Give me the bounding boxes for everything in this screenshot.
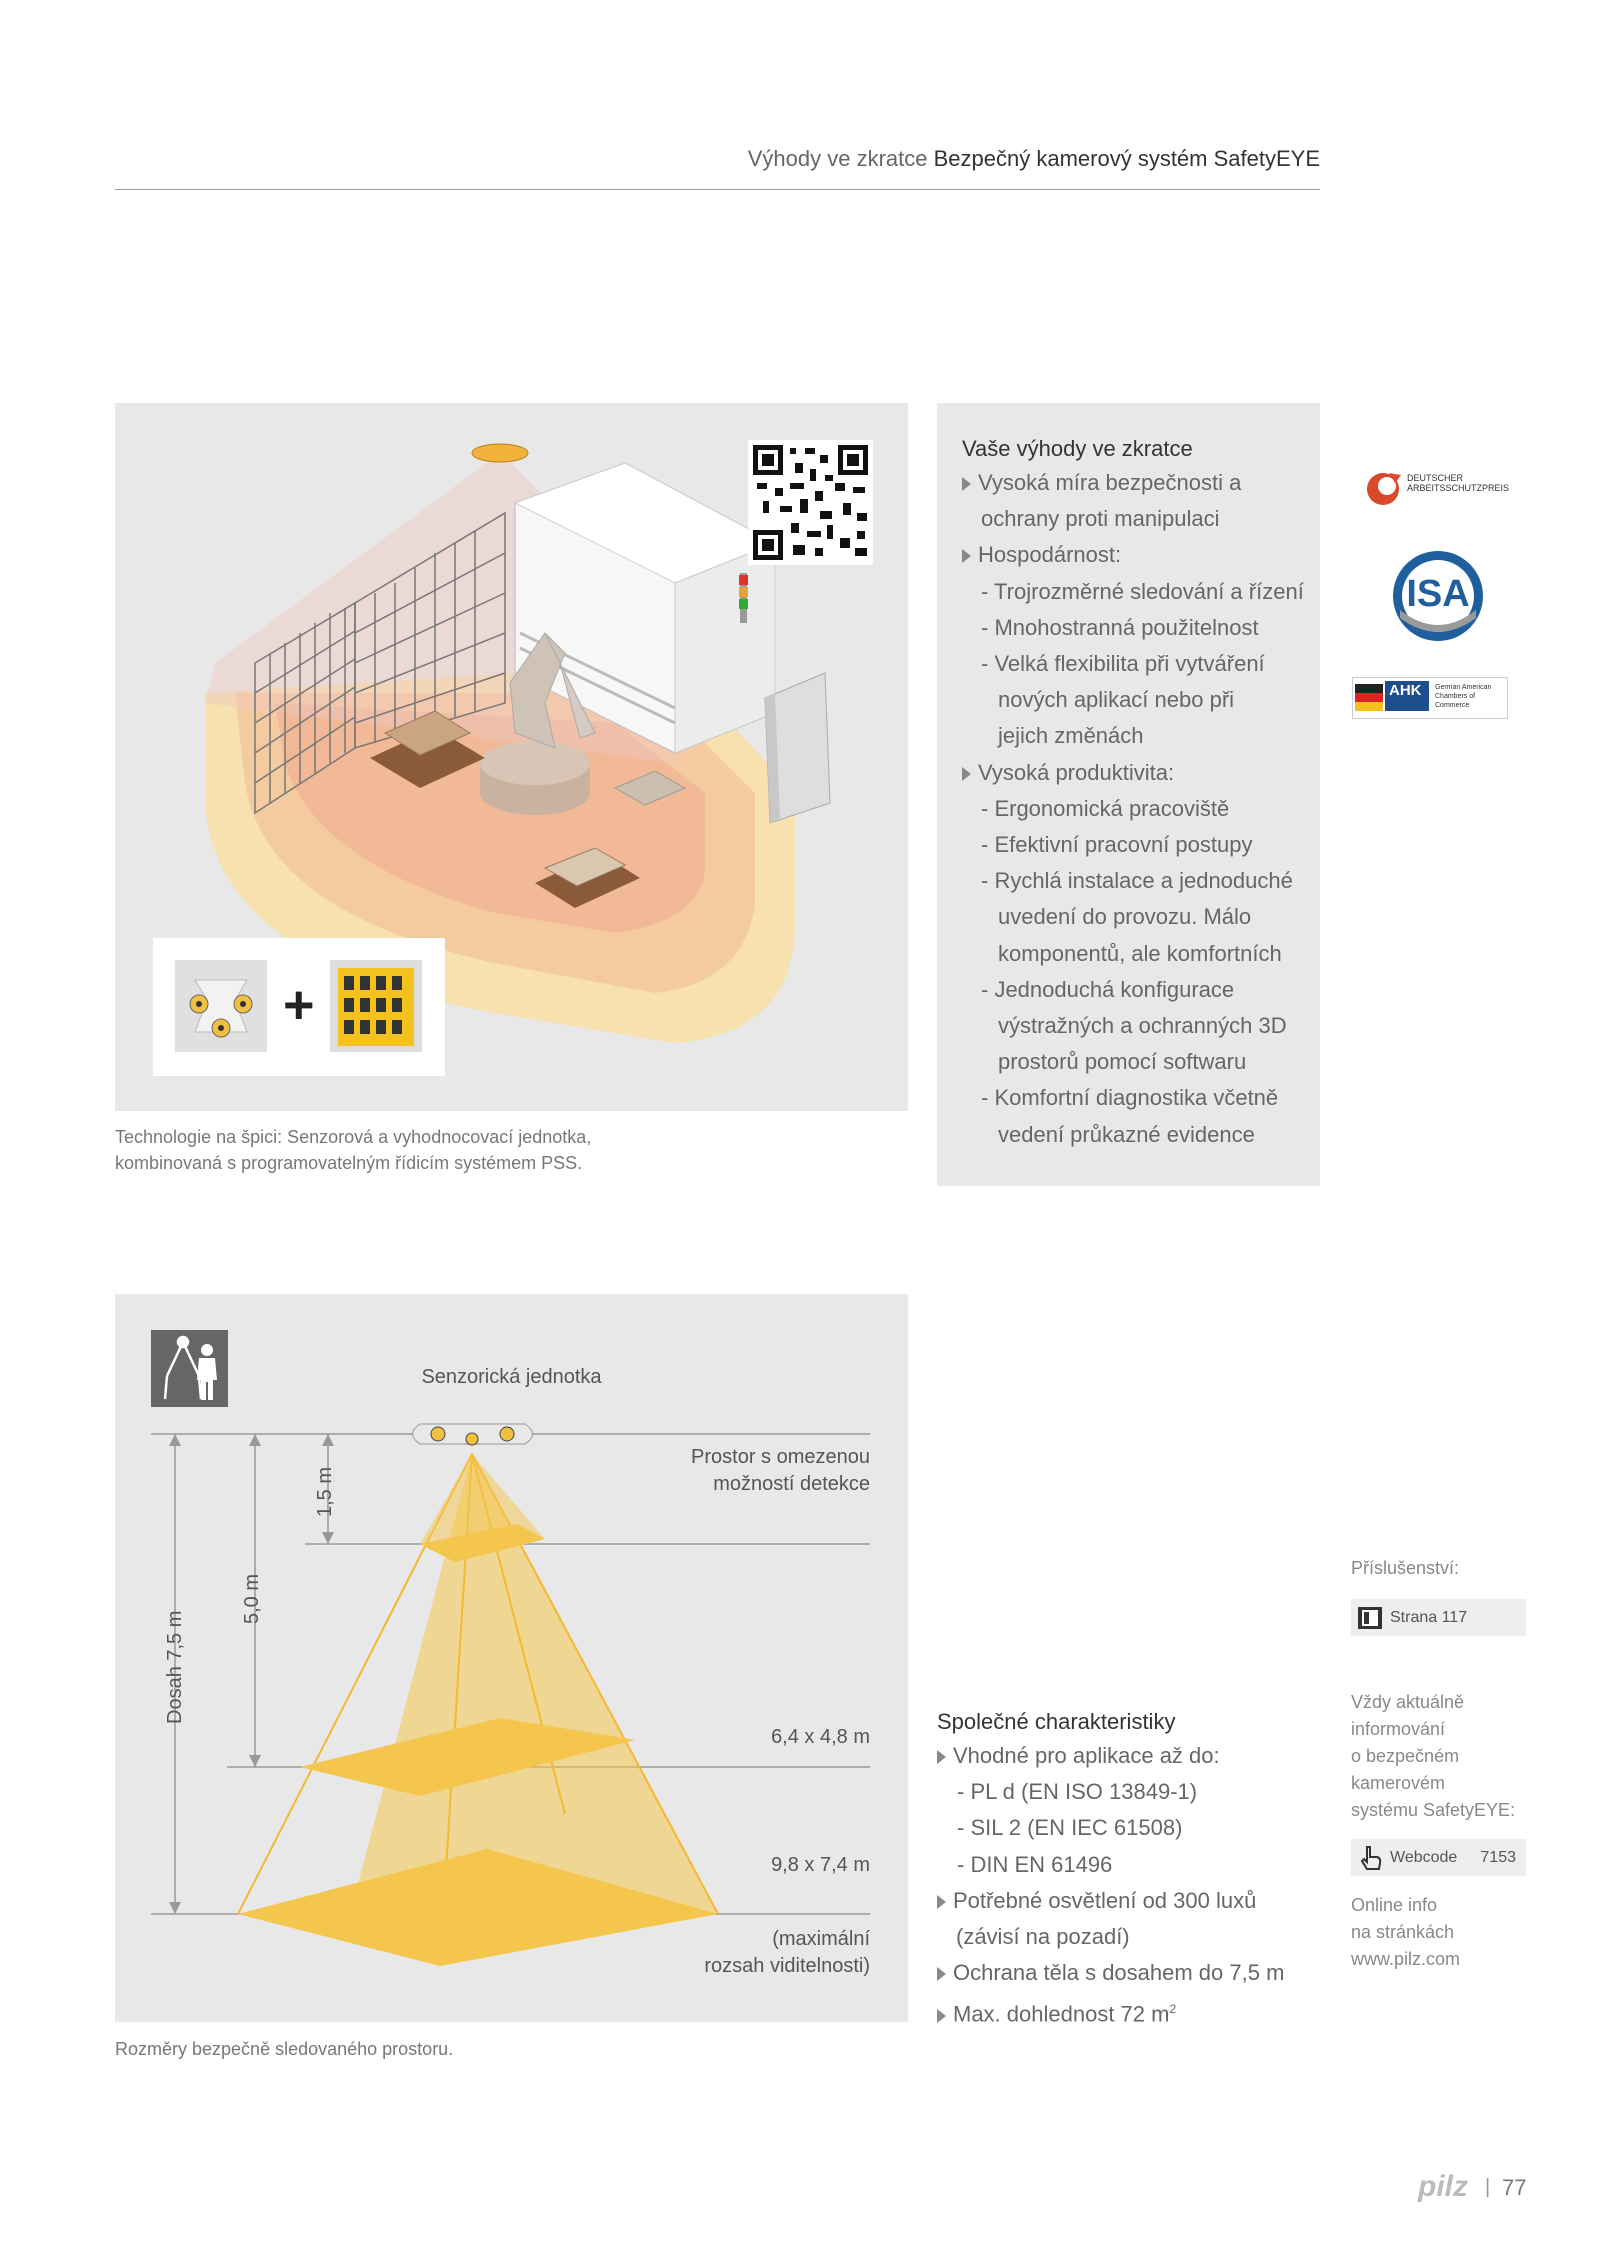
benefits-title: Vaše výhody ve zkratce [962, 436, 1193, 461]
feature-subitem: (závisí na pozadí) [956, 1924, 1130, 1950]
plus-sign: + [283, 975, 315, 1035]
benefit-subitem: - Trojrozměrné sledování a řízení [981, 578, 1304, 604]
benefit-subitem: - Velká flexibilita při vytváření [981, 651, 1265, 677]
superscript-2: 2 [1169, 2002, 1177, 2017]
dimension-5-0m: 5,0 m [241, 1573, 263, 1624]
award-text-1: DEUTSCHER [1407, 473, 1464, 483]
max-visibility-line1: (maximální [772, 1928, 870, 1950]
triangle-bullet-icon [962, 549, 971, 563]
robot-cell-illustration [115, 403, 908, 1111]
triangle-bullet-icon [962, 477, 971, 491]
info-line: kamerovém [1351, 1773, 1446, 1793]
limited-detection-line1: Prostor s omezenou [691, 1446, 870, 1468]
limited-detection-label [691, 1444, 870, 1498]
online-line: na stránkách [1351, 1922, 1455, 1942]
sensor-unit-label: Senzorická jednotka [421, 1366, 602, 1388]
limited-detection-line2: možností detekce [713, 1473, 870, 1495]
online-info-text [1351, 1892, 1460, 1973]
info-line: informování [1351, 1719, 1446, 1739]
info-line: systému SafetyEYE: [1351, 1800, 1516, 1820]
features-section [937, 1709, 1317, 2033]
info-line: Vždy aktuálně [1351, 1692, 1465, 1712]
benefit-subitem: prostorů pomocí softwaru [998, 1049, 1247, 1075]
benefits-panel [937, 403, 1320, 1186]
max-visibility-line2: rozsah viditelnosti) [704, 1955, 870, 1977]
online-line: Online info [1351, 1895, 1438, 1915]
benefit-subitem: komponentů, ale komfortních [998, 940, 1282, 966]
benefit-subitem: - Rychlá instalace a jednoduché [981, 868, 1293, 894]
figure1-caption-line1: Technologie na špici: Senzorová a vyhodnocovací jednotka, [115, 1127, 592, 1147]
ahk-subtext-2: Chambers of Commerce [1435, 693, 1476, 709]
isa-text: ISA [1406, 573, 1470, 615]
max-visibility-label [704, 1926, 870, 1980]
benefit-subitem: nových aplikací nebo při [998, 687, 1235, 713]
info-text [1351, 1689, 1515, 1824]
webcode-label: Webcode [1390, 1848, 1458, 1866]
triangle-bullet-icon [937, 1750, 946, 1764]
figure2-caption: Rozměry bezpečně sledovaného prostoru. [115, 2039, 454, 2059]
feature-subitem: - DIN EN 61496 [957, 1851, 1113, 1877]
dimension-range-7-5m: Dosah 7,5 m [164, 1610, 186, 1724]
features-title: Společné charakteristiky [937, 1709, 1176, 1734]
benefit-subitem: - Ergonomická pracoviště [981, 795, 1230, 821]
triangle-bullet-icon [937, 1967, 946, 1981]
figure1-caption-line2: kombinovaná s programovatelným řídicím systémem PSS. [115, 1153, 583, 1173]
benefit-item: Vysoká produktivita: [962, 755, 1312, 791]
detection-range-diagram [115, 1294, 908, 2022]
pss-controller-image [330, 960, 422, 1052]
figure1-caption [115, 1124, 591, 1176]
benefit-subitem: - Efektivní pracovní postupy [981, 832, 1253, 858]
award-text-2: ARBEITSSCHUTZPREIS [1407, 483, 1510, 493]
benefit-item: ochrany proti manipulaci [981, 506, 1220, 532]
triangle-bullet-icon [937, 1895, 946, 1909]
info-line: o bezpečném [1351, 1746, 1460, 1766]
benefit-subitem: výstražných a ochranných 3D [998, 1013, 1287, 1039]
feature-subitem: - SIL 2 (EN IEC 61508) [957, 1815, 1183, 1841]
benefit-subitem: uvedení do provozu. Málo [998, 904, 1252, 930]
feature-item: Vhodné pro aplikace až do: [937, 1738, 1317, 1774]
header-section: Výhody ve zkratce [747, 146, 928, 171]
footer-separator: | [1485, 2176, 1491, 2198]
pilz-website-link[interactable]: www.pilz.com [1351, 1949, 1461, 1969]
pilz-logo: pilz [1418, 2170, 1468, 2203]
ahk-logo [1352, 677, 1508, 719]
page-ref-text: Strana 117 [1390, 1608, 1468, 1626]
feature-item: Ochrana těla s dosahem do 7,5 m [937, 1955, 1317, 1991]
area-9-8x7-4-label: 9,8 x 7,4 m [771, 1854, 870, 1876]
header-divider [115, 189, 1320, 190]
sensor-unit-image [175, 960, 267, 1052]
benefit-subitem: - Jednoduchá konfigurace [981, 976, 1235, 1002]
webcode-value: 7153 [1480, 1848, 1516, 1866]
feature-item: Max. dohlednost 72 $m^2$ [937, 1991, 1317, 2033]
benefit-item: Vysoká míra bezpečnosti a [962, 465, 1312, 501]
features-list [937, 1738, 1317, 2033]
area-6-4x4-8-label: 6,4 x 4,8 m [771, 1726, 870, 1748]
feature-item: Potřebné osvětlení od 300 luxů [937, 1883, 1317, 1919]
page-header [115, 146, 1320, 172]
pointing-hand-icon [1357, 1843, 1385, 1873]
triangle-bullet-icon [962, 767, 971, 781]
feature-subitem: - PL d (EN ISO 13849-1) [957, 1779, 1198, 1805]
benefit-item: Hospodárnost: [962, 537, 1312, 573]
ahk-text: AHK [1385, 681, 1429, 711]
benefits-list [962, 465, 1312, 1153]
accessories-page-link[interactable] [1351, 1599, 1526, 1636]
ahk-subtext-1: German American [1435, 684, 1492, 691]
catalog-book-icon [1355, 1603, 1385, 1633]
triangle-bullet-icon [937, 2009, 946, 2023]
benefit-subitem: - Mnohostranná použitelnost [981, 614, 1259, 640]
benefit-subitem: jejich změnách [998, 723, 1144, 749]
webcode-box[interactable] [1351, 1839, 1526, 1876]
page-number: 77 [1502, 2175, 1527, 2200]
flag-icon [1355, 678, 1385, 718]
detection-pyramid-drawing [115, 1294, 908, 2022]
accessories-label: Příslušenství: [1351, 1558, 1460, 1578]
header-title: Bezpečný kamerový systém SafetyEYE [933, 146, 1320, 171]
benefit-subitem: vedení průkazné evidence [998, 1121, 1255, 1147]
dimension-1-5m: 1,5 m [314, 1466, 336, 1517]
product-inset [153, 938, 445, 1076]
isa-logo [1390, 548, 1486, 644]
benefit-subitem: - Komfortní diagnostika včetně [981, 1085, 1279, 1111]
award-emblem-icon [1365, 469, 1405, 509]
arbeitsschutzpreis-logo [1365, 465, 1510, 515]
